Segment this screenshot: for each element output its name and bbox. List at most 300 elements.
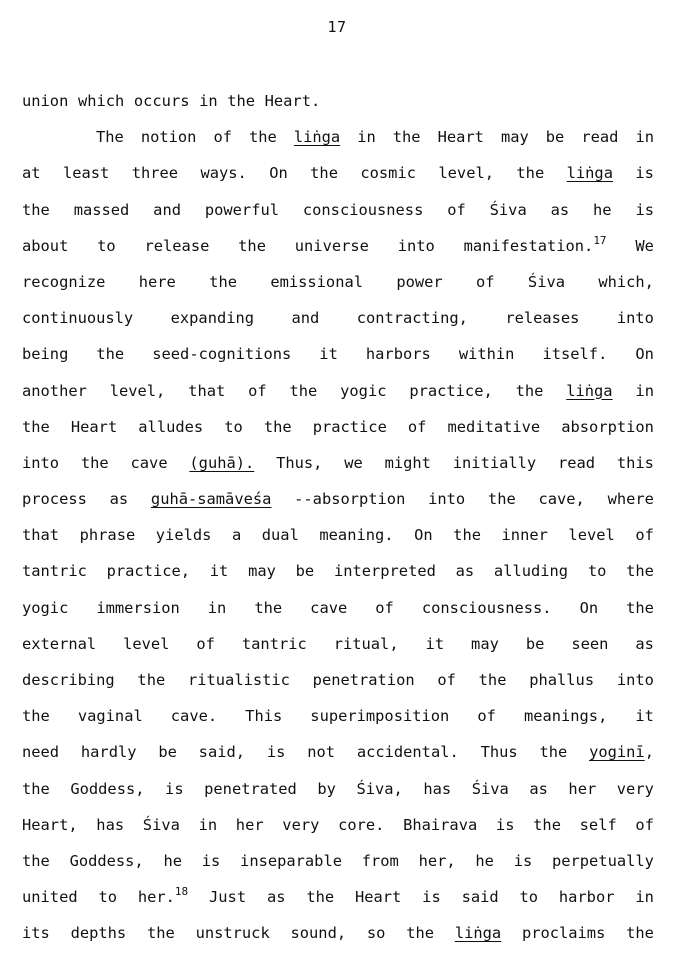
word (78, 703, 143, 739)
word (294, 486, 405, 522)
word (617, 776, 654, 812)
word-text: harbor (558, 888, 615, 907)
word (635, 522, 654, 558)
word-text: is (635, 200, 654, 219)
word (139, 269, 176, 305)
word-text: practice, (106, 562, 191, 581)
word (522, 920, 605, 956)
word-text: recognize (22, 272, 106, 291)
word-text: of (196, 634, 215, 653)
word (294, 124, 340, 160)
word-text: we (344, 453, 363, 472)
word-text: which, (598, 272, 654, 291)
word (254, 595, 282, 631)
word (334, 631, 399, 667)
word (147, 920, 175, 956)
word-text: of (635, 526, 654, 545)
word-text: power (396, 272, 443, 291)
text-line (22, 160, 654, 196)
word-text: from (361, 851, 399, 870)
word (617, 450, 654, 486)
word-text: may (500, 128, 529, 147)
word (22, 341, 68, 377)
word-text: core. (338, 815, 385, 834)
word-text: the (626, 924, 654, 943)
word-text: united (22, 888, 78, 907)
word (291, 920, 347, 956)
word (546, 124, 565, 160)
word (74, 197, 130, 233)
word-text: he (593, 200, 612, 219)
word (475, 848, 494, 884)
word-text: least (62, 164, 110, 183)
word (479, 667, 507, 703)
word (22, 414, 50, 450)
word-text: ritual, (333, 634, 399, 653)
word-text: Śiva (527, 272, 565, 291)
word (22, 595, 68, 631)
word-text: three (131, 164, 179, 183)
word (357, 739, 459, 775)
word-text: is (513, 851, 533, 870)
word-text: phallus (529, 671, 595, 689)
word (568, 776, 596, 812)
word (123, 631, 169, 667)
word (227, 88, 255, 124)
word (291, 305, 319, 341)
word (22, 884, 78, 920)
word-text: Thus, (276, 453, 323, 472)
word (448, 414, 541, 450)
text-line (22, 233, 654, 269)
word-text: of (447, 200, 466, 219)
word-text: as (266, 888, 286, 907)
word-text: ritualistic (187, 671, 290, 689)
word-text: in (635, 128, 654, 147)
text-line (22, 848, 654, 884)
word (453, 522, 481, 558)
word (138, 414, 203, 450)
body-text (22, 88, 654, 957)
word (224, 414, 243, 450)
word (22, 486, 87, 522)
word-text: itself. (542, 345, 608, 364)
word-text: initially (452, 453, 537, 472)
word (208, 595, 227, 631)
word-text: the (22, 707, 50, 726)
word-text: powerful (204, 200, 279, 219)
text-line (22, 450, 654, 486)
word (96, 124, 124, 160)
word (393, 124, 421, 160)
word-text: the (626, 562, 654, 581)
word-text: On (579, 598, 599, 617)
word (385, 450, 431, 486)
word (245, 703, 282, 739)
word-text: Śiva (471, 779, 509, 798)
word-text: cosmic (360, 164, 416, 183)
word-text: the (238, 236, 266, 255)
text-line (22, 269, 654, 305)
word-text: consciousness. (421, 598, 552, 617)
word-text: her. (137, 888, 175, 907)
word (490, 197, 527, 233)
word-text: On (635, 345, 654, 364)
word (459, 341, 515, 377)
word-text: be (545, 128, 565, 147)
word (71, 920, 127, 956)
word (589, 739, 654, 775)
word-text: practice (312, 417, 387, 436)
word-text: of (213, 128, 232, 147)
word (635, 631, 654, 667)
word-text: Thus (480, 743, 518, 762)
word (63, 160, 109, 196)
word-text: vaginal (77, 707, 143, 726)
word (340, 378, 386, 414)
word-text: that (188, 381, 226, 400)
text-line (22, 920, 654, 956)
word-text: harbors (365, 345, 431, 364)
word (319, 341, 338, 377)
word-text: may (248, 562, 276, 581)
word-text: releases (505, 309, 580, 328)
word-text: to (224, 417, 243, 436)
word-text: and (153, 200, 181, 219)
word (635, 378, 654, 414)
word-text: is (266, 743, 286, 762)
word (617, 305, 654, 341)
word (210, 558, 229, 594)
word-text: sound, (290, 924, 347, 943)
word-text: of (477, 707, 496, 726)
word-text: meditative (447, 417, 541, 436)
word (153, 197, 181, 233)
word (423, 776, 451, 812)
word (588, 558, 607, 594)
word-text: Heart, (22, 815, 78, 834)
word (422, 595, 552, 631)
word (464, 233, 607, 269)
word (138, 884, 188, 920)
word-text: very (616, 779, 654, 798)
word (143, 812, 180, 848)
word (202, 848, 221, 884)
text-line (22, 703, 654, 739)
word (22, 378, 87, 414)
word (561, 414, 654, 450)
word-text: Śiva (142, 815, 180, 834)
word (270, 269, 363, 305)
word (626, 558, 654, 594)
word-text: said, (198, 743, 246, 762)
word-text: into (397, 236, 435, 255)
word (80, 522, 136, 558)
word-text: he (475, 851, 494, 870)
word-text: about (22, 236, 69, 255)
word-text: the (96, 345, 125, 364)
word-text: penetrated (204, 779, 297, 798)
word (528, 269, 565, 305)
word (22, 631, 96, 667)
word (593, 197, 612, 233)
word (189, 450, 254, 486)
footnote-marker: 17 (593, 233, 607, 247)
word (296, 558, 315, 594)
word (199, 812, 218, 848)
word-text: immersion (96, 598, 180, 617)
word (70, 848, 144, 884)
word-text: the (626, 598, 654, 617)
word (571, 631, 608, 667)
word (472, 776, 509, 812)
word-text: penetration (312, 671, 415, 689)
word-text: the (254, 598, 283, 617)
word (357, 305, 468, 341)
word-text: in (635, 381, 654, 400)
word (355, 884, 401, 920)
word-text: unstruck (195, 924, 270, 943)
word (78, 88, 124, 124)
word-text: --absorption (294, 490, 406, 509)
word (22, 305, 133, 341)
word (158, 739, 177, 775)
word-text: is (495, 815, 515, 834)
word-text: it (319, 345, 338, 364)
word (529, 776, 548, 812)
word-text: depths (70, 924, 127, 943)
word (22, 269, 105, 305)
word-text: the (227, 92, 256, 110)
word-text: the (22, 200, 50, 219)
word (306, 884, 334, 920)
word (403, 812, 477, 848)
word (635, 160, 654, 196)
word (414, 522, 433, 558)
word (98, 884, 117, 920)
text-line (22, 776, 654, 812)
word-text: describing (22, 671, 115, 689)
word (462, 884, 499, 920)
word (144, 233, 209, 269)
word-text: into (22, 453, 60, 472)
word-text: in (207, 598, 227, 617)
word-text: said (461, 888, 499, 907)
word (22, 450, 59, 486)
word (204, 776, 297, 812)
word (524, 703, 607, 739)
word-text: might (384, 453, 431, 472)
word (310, 703, 449, 739)
word (96, 812, 124, 848)
word (617, 667, 654, 703)
word-text: level, (109, 381, 166, 400)
word-text: in (635, 888, 654, 907)
word-text: be (525, 634, 545, 653)
word (240, 848, 342, 884)
word-text: the (209, 272, 237, 291)
text-line (22, 631, 654, 667)
word (477, 703, 496, 739)
word-text: tantric (22, 562, 87, 581)
word (81, 450, 109, 486)
word-text: proclaims (521, 924, 606, 943)
word-text: of (635, 815, 654, 834)
word-text: into (616, 671, 654, 689)
word (22, 848, 50, 884)
word (626, 595, 654, 631)
word-text: occurs (133, 92, 190, 110)
word-text: it (209, 562, 229, 581)
word (514, 848, 533, 884)
word (558, 450, 595, 486)
word-text: practice, (409, 381, 493, 400)
word-text: where (607, 490, 654, 509)
punctuation: , (644, 743, 654, 762)
word (96, 341, 124, 377)
word (313, 414, 387, 450)
word-text: of (476, 272, 495, 291)
word (426, 631, 445, 667)
word (22, 522, 59, 558)
word (242, 631, 307, 667)
word (22, 703, 50, 739)
word (22, 920, 50, 956)
word-text: Śiva, (356, 779, 403, 798)
word (334, 558, 436, 594)
word (476, 269, 495, 305)
word-text: inner (501, 526, 548, 545)
word (356, 776, 402, 812)
word-text: contracting, (356, 309, 468, 328)
word (267, 884, 286, 920)
word-text: meanings, (523, 707, 608, 726)
word-text: read (557, 453, 596, 472)
word-text: read (581, 128, 619, 147)
word-text: is (635, 164, 654, 183)
word-text: On (414, 526, 433, 545)
word (542, 341, 607, 377)
word (110, 378, 166, 414)
word-text: the (263, 417, 292, 436)
underlined-term: liṅga (566, 381, 613, 400)
word-text: cave. (170, 707, 218, 726)
word (338, 812, 384, 848)
word (289, 378, 317, 414)
underlined-term: guhā-samāveśa (150, 490, 272, 509)
word (526, 631, 545, 667)
word (635, 812, 654, 848)
word (276, 450, 322, 486)
word-text: superimposition (310, 707, 450, 726)
word (96, 595, 179, 631)
word (205, 197, 279, 233)
word (533, 812, 561, 848)
word-text: be (158, 743, 177, 762)
word-text: be (295, 562, 315, 581)
word (22, 667, 115, 703)
word-text: the (306, 888, 335, 907)
word (310, 595, 347, 631)
underlined-term: (guhā). (189, 453, 255, 472)
word (70, 776, 144, 812)
word (188, 667, 290, 703)
word-text: of (375, 598, 394, 617)
word-text: of (437, 671, 456, 689)
word (559, 884, 615, 920)
word-text: the (289, 381, 318, 400)
underlined-term: yoginī (589, 743, 645, 762)
word (282, 812, 319, 848)
word-text: her, (418, 851, 456, 870)
word-text: not (307, 743, 335, 762)
word (505, 305, 579, 341)
footnote-marker: 18 (174, 885, 189, 899)
word-text: self (579, 815, 617, 834)
word (608, 486, 654, 522)
word-text: as (109, 490, 129, 509)
word-text: Heart (437, 128, 484, 147)
word (236, 812, 264, 848)
word-text: as (529, 779, 548, 798)
word-text: the (310, 164, 338, 183)
word (71, 414, 117, 450)
text-line (22, 486, 654, 522)
word-text: need (22, 743, 60, 762)
word-text: yogic (340, 381, 387, 400)
word (539, 739, 567, 775)
text-line (22, 88, 654, 124)
word (317, 776, 336, 812)
word-text: The (96, 128, 124, 147)
word-text: interpreted (333, 562, 436, 581)
word (447, 197, 466, 233)
word-text: process (22, 490, 87, 509)
word (110, 486, 129, 522)
word-text: This (245, 707, 283, 726)
word-text: external (22, 634, 97, 653)
word-text: the (392, 128, 421, 147)
word (152, 341, 291, 377)
word-text: continuously (22, 309, 134, 328)
word-text: her (235, 815, 264, 834)
word-text: cave (310, 598, 348, 617)
word-text: may (471, 634, 499, 653)
word-text: the (478, 671, 507, 689)
word (307, 739, 335, 775)
word-text: that (22, 526, 60, 545)
word (265, 88, 321, 124)
word (552, 848, 654, 884)
word-text: by (317, 779, 336, 798)
text-line (22, 739, 654, 775)
word (635, 884, 654, 920)
word (366, 341, 431, 377)
word (519, 884, 538, 920)
word (456, 558, 475, 594)
word-text: is (201, 851, 221, 870)
word (398, 233, 435, 269)
word (310, 160, 338, 196)
word-text: massed (73, 200, 130, 219)
word-text: level, (438, 164, 494, 183)
word (396, 269, 442, 305)
word (362, 848, 399, 884)
word-text: it (425, 634, 445, 653)
word-text: Just (209, 888, 247, 907)
word-text: phrase (79, 526, 136, 545)
text-line (22, 522, 654, 558)
